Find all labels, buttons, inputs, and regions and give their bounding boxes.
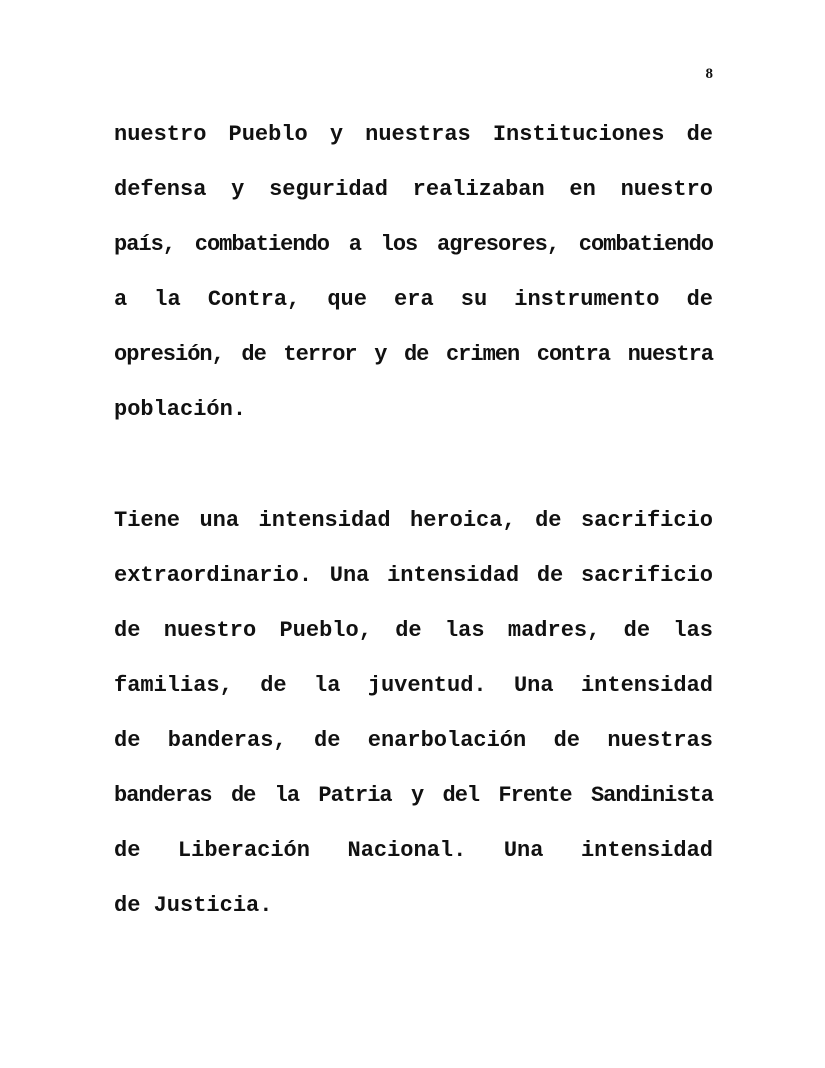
text-line: nuestro Pueblo y nuestras Instituciones de [114, 122, 713, 147]
text-line: banderas de la Patria y del Frente Sandinista [114, 783, 713, 808]
text-line: población. [114, 397, 247, 422]
paragraph-1 [114, 121, 713, 451]
text-line: opresión, de terror y de crimen contra nuestra [114, 342, 713, 367]
text-line: país, combatiendo a los agresores, combatiendo [114, 232, 713, 257]
text-line: de Justicia. [114, 893, 273, 918]
text-line: de Liberación Nacional. Una intensidad [114, 838, 713, 863]
text-line: de nuestro Pueblo, de las madres, de las [114, 618, 713, 643]
page-number: 8 [705, 66, 713, 82]
text-line: defensa y seguridad realizaban en nuestro [114, 177, 713, 202]
text-line: familias, de la juventud. Una intensidad [114, 673, 713, 698]
text-line: Tiene una intensidad heroica, de sacrificio [114, 508, 713, 533]
paragraph-2 [114, 507, 713, 947]
text-line: extraordinario. Una intensidad de sacrificio [114, 563, 713, 588]
text-line: de banderas, de enarbolación de nuestras [114, 728, 713, 753]
text-line: a la Contra, que era su instrumento de [114, 287, 713, 312]
